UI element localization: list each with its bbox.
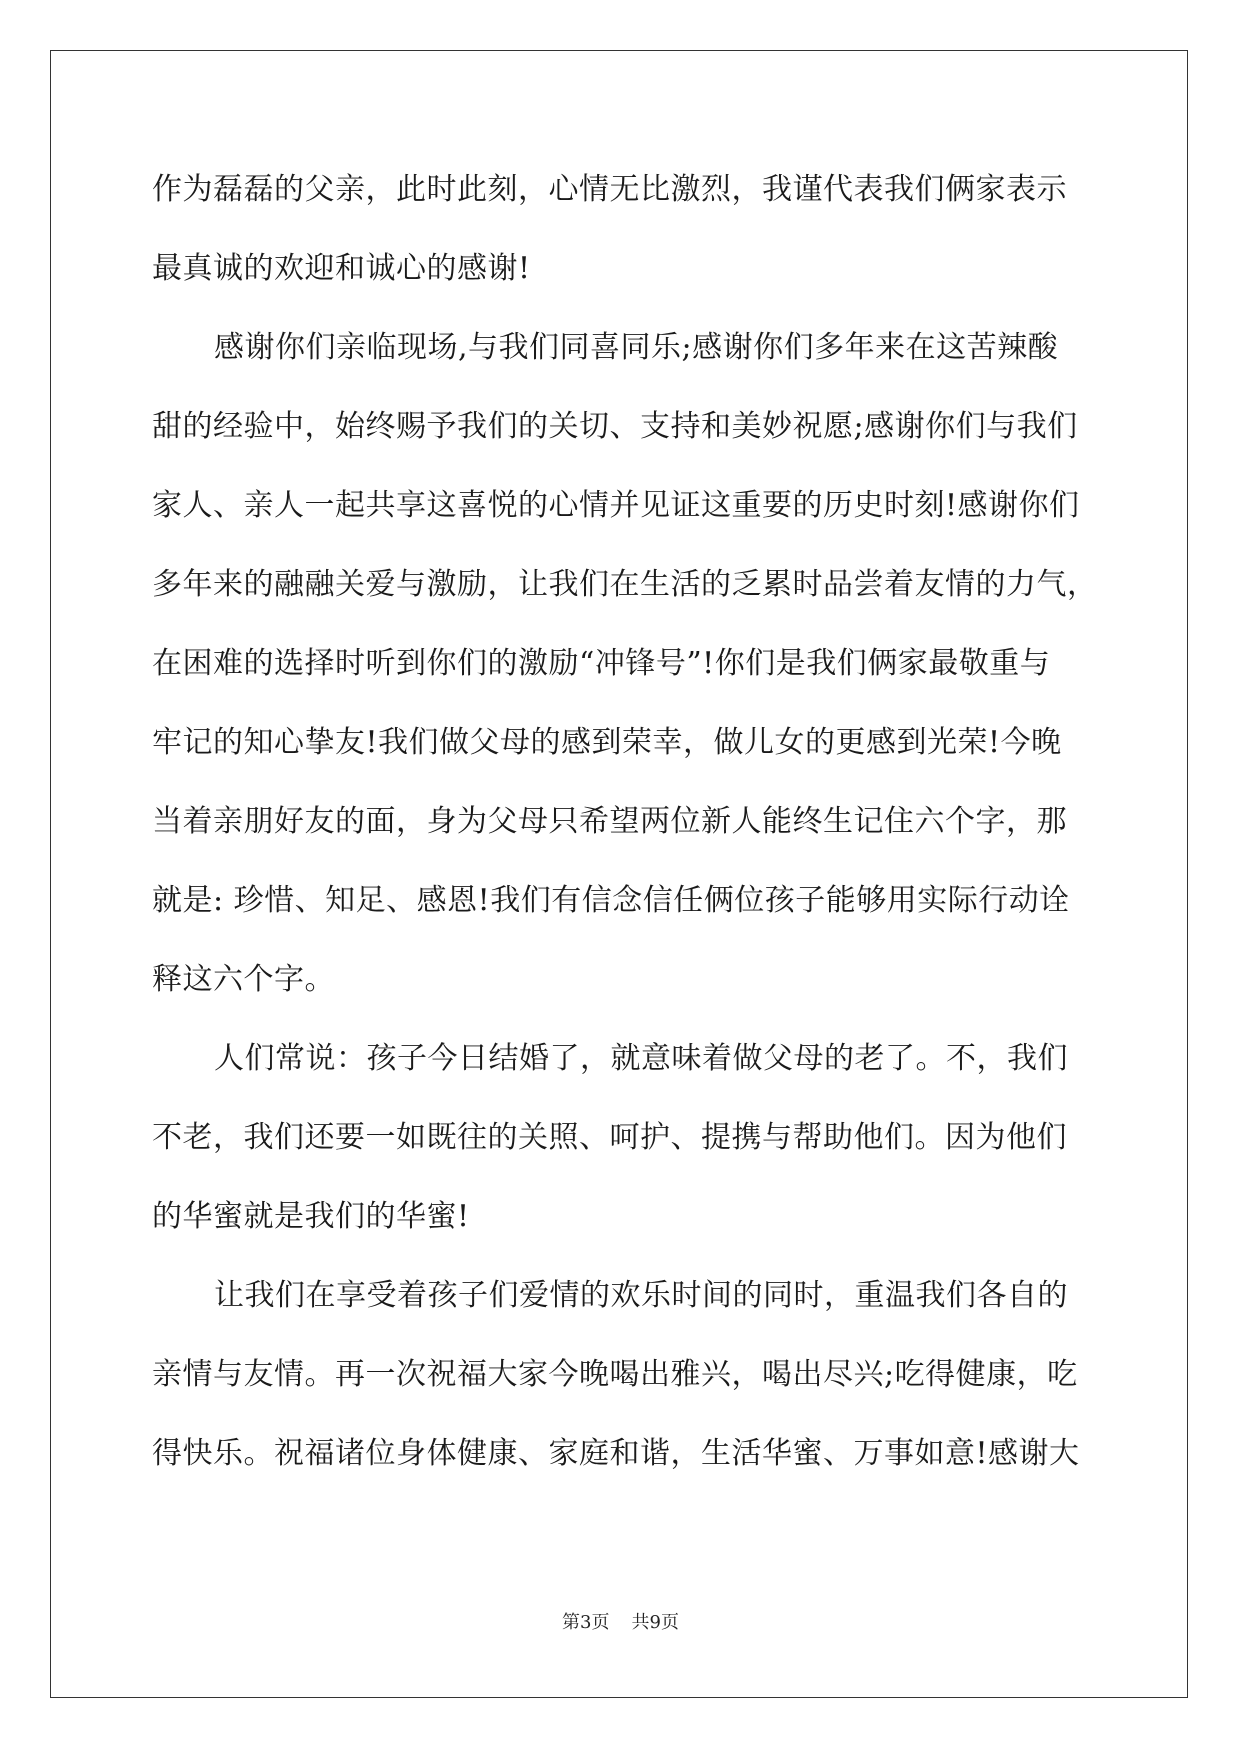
paragraph-2-line-7: 当着亲朋好友的面，身为父母只希望两位新人能终生记住六个字，那: [152, 804, 1067, 839]
paragraph-1-line-1: 作为磊磊的父亲，此时此刻，心情无比激烈，我谨代表我们俩家表示: [152, 172, 1067, 207]
paragraph-1-line-2: 最真诚的欢迎和诚心的感谢!: [152, 251, 531, 286]
paragraph-4-line-1: 让我们在享受着孩子们爱情的欢乐时间的同时，重温我们各自的: [214, 1278, 1068, 1313]
page-footer: [0, 1608, 1241, 1634]
paragraph-2-line-6: 牢记的知心挚友!我们做父母的感到荣幸，做儿女的更感到光荣!今晚: [152, 725, 1062, 760]
paragraph-2-line-8: 就是: 珍惜、知足、感恩!我们有信念信任俩位孩子能够用实际行动诠: [152, 883, 1070, 918]
paragraph-4-line-3: 得快乐。祝福诸位身体健康、家庭和谐，生活华蜜、万事如意!感谢大: [152, 1436, 1080, 1471]
current-page-number: 第3页: [562, 1612, 610, 1633]
document-body: [152, 150, 1098, 1493]
paragraph-2-line-9: 释这六个字。: [152, 962, 335, 997]
paragraph-3-line-2: 不老，我们还要一如既往的关照、呵护、提携与帮助他们。因为他们: [152, 1120, 1067, 1155]
paragraph-4-line-2: 亲情与友情。再一次祝福大家今晚喝出雅兴，喝出尽兴;吃得健康，吃: [152, 1357, 1078, 1392]
paragraph-2-line-5: 在困难的选择时听到你们的激励“冲锋号”!你们是我们俩家最敬重与: [152, 646, 1051, 681]
paragraph-3-line-3: 的华蜜就是我们的华蜜!: [152, 1199, 470, 1234]
paragraph-2-line-4: 多年来的融融关爱与激励，让我们在生活的乏累时品尝着友情的力气，: [152, 567, 1098, 602]
paragraph-3-line-1: 人们常说：孩子今日结婚了，就意味着做父母的老了。不，我们: [214, 1041, 1068, 1076]
paragraph-2-line-3: 家人、亲人一起共享这喜悦的心情并见证这重要的历史时刻!感谢你们: [152, 488, 1080, 523]
paragraph-2-line-1: 感谢你们亲临现场,与我们同喜同乐;感谢你们多年来在这苦辣酸: [214, 330, 1059, 365]
paragraph-2-line-2: 甜的经验中，始终赐予我们的关切、支持和美妙祝愿;感谢你们与我们: [152, 409, 1078, 444]
total-page-count: 共9页: [631, 1612, 679, 1633]
